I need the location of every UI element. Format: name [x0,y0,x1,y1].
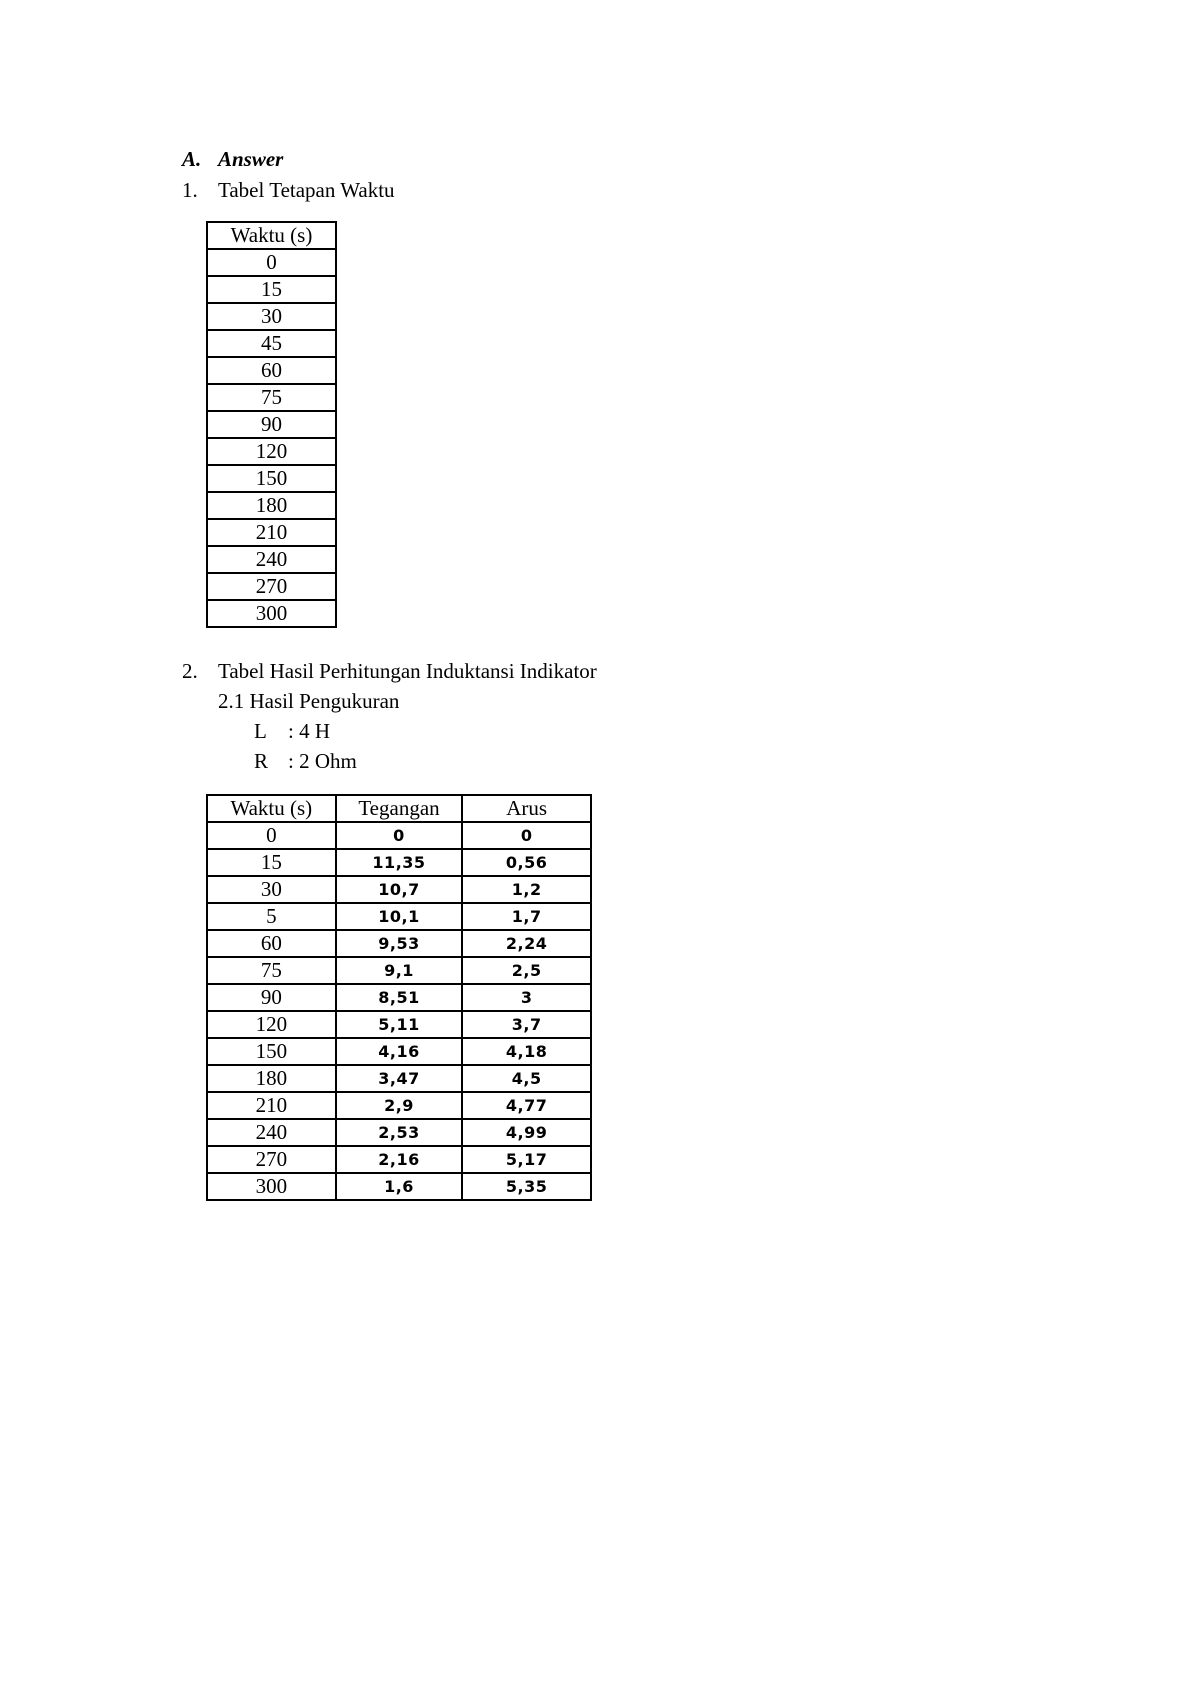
waktu-cell: 75 [207,384,336,411]
waktu-cell: 60 [207,930,336,957]
table-row [207,1038,591,1065]
table-row [207,1065,591,1092]
table-row [207,492,336,519]
tegangan-cell: 5,11 [336,1011,463,1038]
tegangan-cell: 10,1 [336,903,463,930]
waktu-cell: 30 [207,303,336,330]
table-header-row [207,795,591,822]
waktu-cell: 300 [207,600,336,627]
waktu-cell: 210 [207,519,336,546]
waktu-cell: 75 [207,957,336,984]
waktu-cell: 150 [207,465,336,492]
waktu-cell: 240 [207,546,336,573]
table-row [207,573,336,600]
table-row [207,546,336,573]
table-row [207,303,336,330]
tegangan-cell: 8,51 [336,984,463,1011]
waktu-cell: 300 [207,1173,336,1200]
tegangan-cell: 2,9 [336,1092,463,1119]
param-l-name: L [254,719,267,743]
table-row [207,330,336,357]
table-row [207,849,591,876]
arus-cell: 1,2 [462,876,591,903]
arus-cell: 5,17 [462,1146,591,1173]
item-2-number: 2. [182,659,198,683]
tegangan-cell: 9,1 [336,957,463,984]
measurement-subheading [218,688,399,714]
item-2-title: Tabel Hasil Perhitungan Induktansi Indikator [218,659,597,683]
param-l-value: : 4 H [288,719,330,743]
tegangan-cell: 3,47 [336,1065,463,1092]
arus-cell: 3,7 [462,1011,591,1038]
waktu-cell: 120 [207,1011,336,1038]
table-row [207,930,591,957]
table-row [207,1011,591,1038]
arus-cell: 1,7 [462,903,591,930]
table-row [207,465,336,492]
section-marker: A. [182,147,202,171]
arus-cell: 0,56 [462,849,591,876]
table-row [207,957,591,984]
column-header-waktu: Waktu (s) [207,222,336,249]
waktu-cell: 5 [207,903,336,930]
waktu-cell: 90 [207,411,336,438]
measurement-subheading-text: 2.1 Hasil Pengukuran [218,689,400,713]
section-title: Answer [218,147,284,171]
waktu-cell: 90 [207,984,336,1011]
table-row [207,249,336,276]
table-row [207,1173,591,1200]
table-row [207,519,336,546]
item-1-number: 1. [182,178,198,202]
waktu-cell: 210 [207,1092,336,1119]
tegangan-cell: 1,6 [336,1173,463,1200]
waktu-cell: 45 [207,330,336,357]
column-header-tegangan: Tegangan [336,795,463,822]
waktu-cell: 30 [207,876,336,903]
waktu-cell: 15 [207,849,336,876]
tegangan-cell: 10,7 [336,876,463,903]
table-row [207,984,591,1011]
inductance-results-table [206,794,592,1201]
table-row [207,276,336,303]
arus-cell: 3 [462,984,591,1011]
arus-cell: 2,5 [462,957,591,984]
waktu-cell: 120 [207,438,336,465]
table-row [207,1146,591,1173]
column-header-arus: Arus [462,795,591,822]
waktu-cell: 180 [207,1065,336,1092]
waktu-cell: 240 [207,1119,336,1146]
tegangan-cell: 11,35 [336,849,463,876]
param-r-name: R [254,749,269,773]
table-row [207,357,336,384]
table-row [207,822,591,849]
arus-cell: 4,5 [462,1065,591,1092]
tegangan-cell: 2,16 [336,1146,463,1173]
tegangan-cell: 2,53 [336,1119,463,1146]
waktu-cell: 0 [207,249,336,276]
waktu-cell: 180 [207,492,336,519]
waktu-cell: 60 [207,357,336,384]
table-row [207,411,336,438]
arus-cell: 2,24 [462,930,591,957]
time-constant-table [206,221,337,628]
arus-cell: 4,18 [462,1038,591,1065]
tegangan-cell: 4,16 [336,1038,463,1065]
table-row [207,438,336,465]
table-row [207,384,336,411]
waktu-cell: 150 [207,1038,336,1065]
table-row [207,1119,591,1146]
arus-cell: 0 [462,822,591,849]
waktu-cell: 15 [207,276,336,303]
tegangan-cell: 0 [336,822,463,849]
arus-cell: 4,99 [462,1119,591,1146]
table-row [207,903,591,930]
item-1-title: Tabel Tetapan Waktu [218,178,395,202]
tegangan-cell: 9,53 [336,930,463,957]
table-header-row [207,222,336,249]
waktu-cell: 270 [207,1146,336,1173]
table-row [207,876,591,903]
table-row [207,1092,591,1119]
table-row [207,600,336,627]
param-r-value: : 2 Ohm [288,749,357,773]
arus-cell: 4,77 [462,1092,591,1119]
waktu-cell: 0 [207,822,336,849]
arus-cell: 5,35 [462,1173,591,1200]
column-header-waktu: Waktu (s) [207,795,336,822]
waktu-cell: 270 [207,573,336,600]
